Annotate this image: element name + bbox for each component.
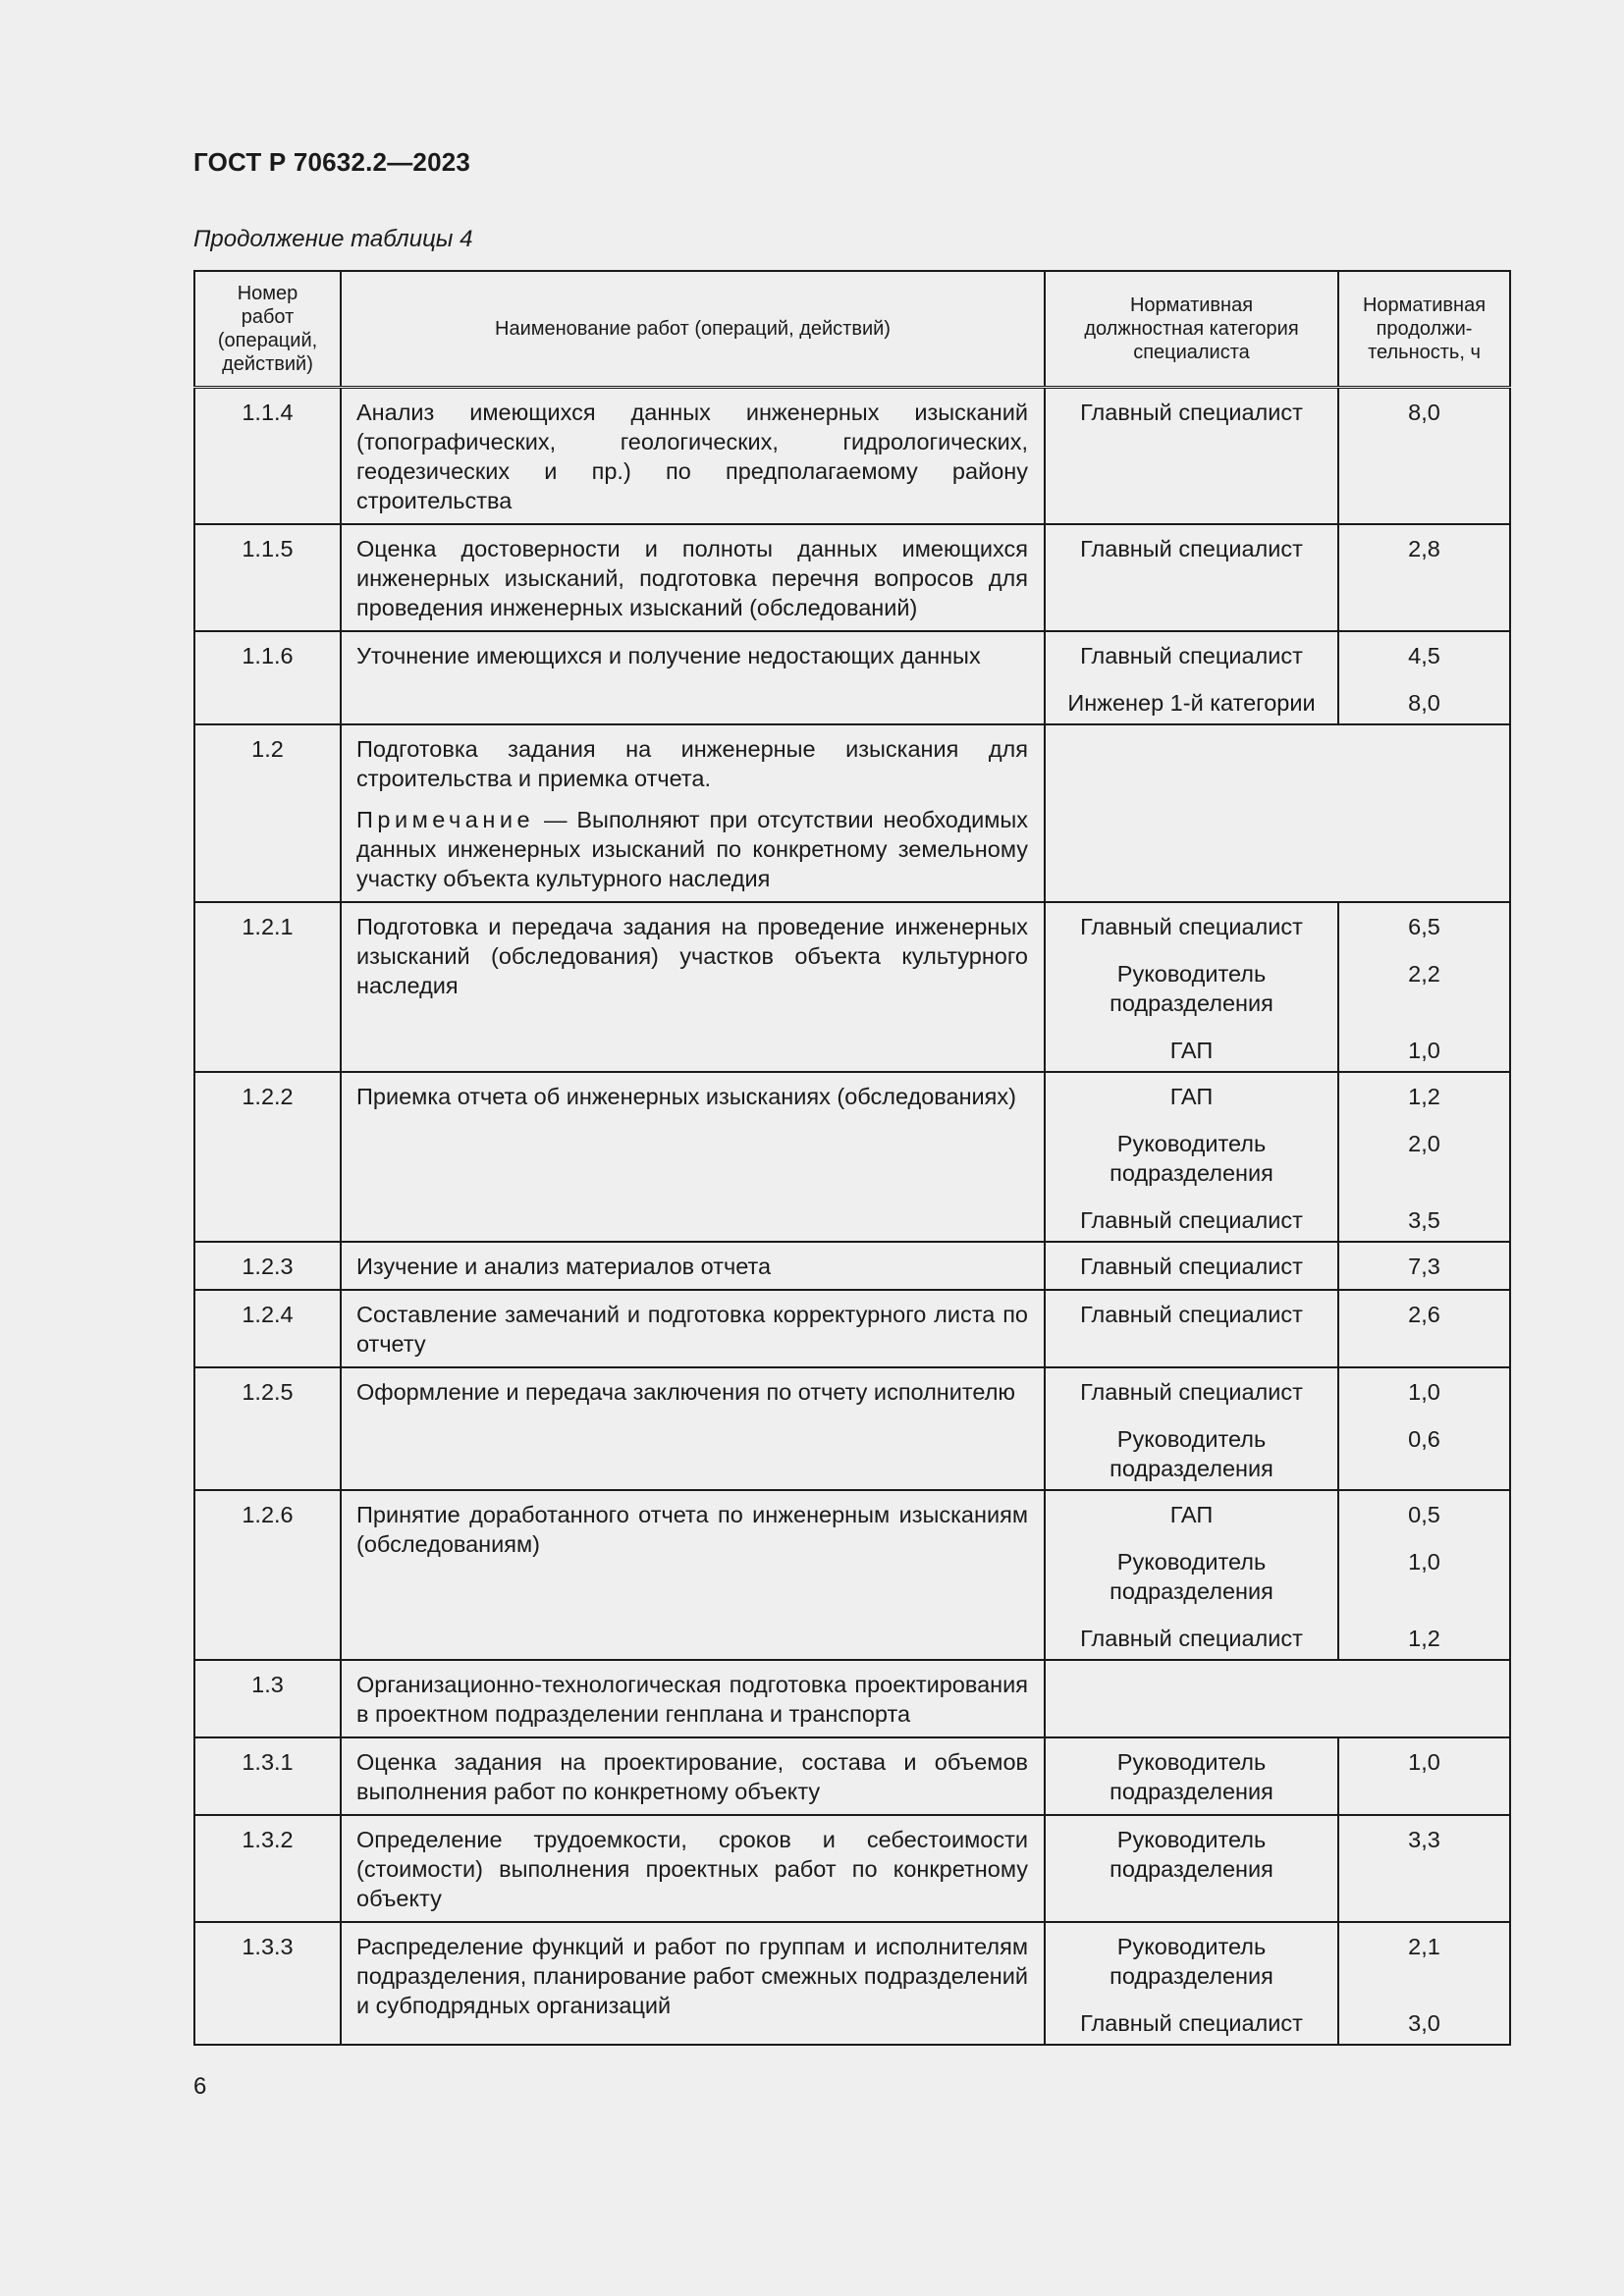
duration-hours — [1338, 1367, 1510, 1490]
note-text: — Выполняют при отсутствии необходимых данных инженерных изысканий по конкретному земельному участку объекта культурного наследия — [356, 807, 1028, 891]
header-line: Нормативная — [1362, 294, 1487, 316]
table-row — [194, 1242, 1510, 1290]
work-name — [341, 388, 1045, 525]
empty-norm-cell — [1045, 1660, 1510, 1737]
category-line: Руководитель подразделения — [1110, 1426, 1273, 1481]
work-name-text: Подготовка и передача задания на проведение инженерных изысканий (обследования) участков объекта культурного наследия — [356, 914, 1028, 998]
duration-line: 2,6 — [1408, 1302, 1440, 1327]
header-line: (операций, — [217, 330, 318, 351]
category-line: ГАП — [1169, 1084, 1214, 1109]
work-number: 1.2.2 — [194, 1072, 341, 1242]
duration-line: 3,3 — [1408, 1827, 1440, 1852]
duration-line: 1,2 — [1408, 1626, 1440, 1651]
work-name-text: Распределение функций и работ по группам и исполнителям подразделения, планирование работ смежных подразделений и субподрядных организаций — [356, 1934, 1028, 2018]
category-line: ГАП — [1169, 1038, 1214, 1063]
empty-norm-cell — [1045, 724, 1510, 902]
specialist-category — [1045, 388, 1338, 525]
header-line: должностная категория — [1084, 318, 1299, 340]
header-specialist-category — [1045, 271, 1338, 388]
header-duration — [1338, 271, 1510, 388]
work-name-text: Оформление и передача заключения по отчету исполнителю — [356, 1379, 1016, 1405]
category-line: Главный специалист — [1080, 1379, 1303, 1405]
category-line: Руководитель подразделения — [1110, 1549, 1273, 1604]
duration-hours — [1338, 524, 1510, 631]
page-number: 6 — [193, 2073, 207, 2100]
work-name-text: Изучение и анализ материалов отчета — [356, 1254, 772, 1279]
work-name — [341, 1290, 1045, 1367]
duration-line: 2,2 — [1408, 961, 1440, 987]
work-name-text: Определение трудоемкости, сроков и себестоимости (стоимости) выполнения проектных работ по конкретному объекту — [356, 1827, 1028, 1911]
specialist-category — [1045, 1367, 1338, 1490]
specialist-category — [1045, 1737, 1338, 1815]
category-line: Главный специалист — [1080, 536, 1303, 561]
duration-line: 1,0 — [1408, 1749, 1440, 1775]
duration-hours — [1338, 1490, 1510, 1660]
header-line: Нормативная — [1129, 294, 1254, 316]
table-row — [194, 1367, 1510, 1490]
table-header-row — [194, 271, 1510, 388]
work-name — [341, 631, 1045, 724]
work-name — [341, 724, 1045, 902]
duration-hours — [1338, 1242, 1510, 1290]
table-row — [194, 388, 1510, 525]
table-row — [194, 524, 1510, 631]
work-number: 1.3.2 — [194, 1815, 341, 1922]
duration-line: 1,0 — [1408, 1379, 1440, 1405]
work-name-text: Оценка достоверности и полноты данных имеющихся инженерных изысканий, подготовка перечня вопросов для проведения инженерных изысканий (обследований) — [356, 536, 1028, 620]
category-line: Руководитель подразделения — [1110, 961, 1273, 1016]
specialist-category — [1045, 1815, 1338, 1922]
category-line: Главный специалист — [1080, 1302, 1303, 1327]
work-name — [341, 1490, 1045, 1660]
work-number: 1.2.1 — [194, 902, 341, 1072]
header-line: специалиста — [1133, 342, 1250, 363]
duration-hours — [1338, 1815, 1510, 1922]
category-line: Руководитель подразделения — [1110, 1827, 1273, 1882]
duration-line: 8,0 — [1408, 690, 1440, 716]
work-name — [341, 1660, 1045, 1737]
duration-hours — [1338, 631, 1510, 724]
duration-hours — [1338, 902, 1510, 1072]
specialist-category — [1045, 902, 1338, 1072]
duration-line: 1,0 — [1408, 1549, 1440, 1575]
duration-hours — [1338, 1737, 1510, 1815]
work-number: 1.1.5 — [194, 524, 341, 631]
table-row — [194, 902, 1510, 1072]
header-work-number — [194, 271, 341, 388]
table-body — [194, 388, 1510, 2046]
table-row — [194, 1490, 1510, 1660]
duration-line: 8,0 — [1408, 400, 1440, 425]
work-number: 1.2.5 — [194, 1367, 341, 1490]
duration-line: 1,2 — [1408, 1084, 1440, 1109]
work-name — [341, 524, 1045, 631]
duration-line: 0,6 — [1408, 1426, 1440, 1452]
work-number: 1.2.6 — [194, 1490, 341, 1660]
duration-line: 0,5 — [1408, 1502, 1440, 1527]
work-name-text: Анализ имеющихся данных инженерных изысканий (топографических, геологических, гидрологических, геодезических и пр.) по предполагаемому району строительства — [356, 400, 1028, 513]
table-row — [194, 1737, 1510, 1815]
category-line: Главный специалист — [1080, 1254, 1303, 1279]
category-line: Главный специалист — [1080, 2010, 1303, 2036]
duration-hours — [1338, 1072, 1510, 1242]
work-name-text: Составление замечаний и подготовка корректурного листа по отчету — [356, 1302, 1028, 1357]
work-name-text: Организационно-технологическая подготовка проектирования в проектном подразделении генплана и транспорта — [356, 1672, 1028, 1727]
work-name — [341, 1922, 1045, 2045]
header-line: Номер — [237, 283, 298, 304]
table-row — [194, 1815, 1510, 1922]
duration-hours — [1338, 1290, 1510, 1367]
duration-line: 4,5 — [1408, 643, 1440, 668]
category-line: Главный специалист — [1080, 1626, 1303, 1651]
work-name — [341, 1815, 1045, 1922]
work-number: 1.3.1 — [194, 1737, 341, 1815]
work-name-text: Принятие доработанного отчета по инженерным изысканиям (обследованиям) — [356, 1502, 1028, 1557]
specialist-category — [1045, 631, 1338, 724]
specialist-category — [1045, 1490, 1338, 1660]
duration-line: 2,8 — [1408, 536, 1440, 561]
note-label: Примечание — [356, 807, 535, 832]
category-line: ГАП — [1169, 1502, 1214, 1527]
duration-line: 1,0 — [1408, 1038, 1440, 1063]
table-row — [194, 1290, 1510, 1367]
category-line: Инженер 1-й категории — [1067, 690, 1316, 716]
specialist-category — [1045, 1290, 1338, 1367]
work-name-text: Оценка задания на проектирование, состава и объемов выполнения работ по конкретному объекту — [356, 1749, 1028, 1804]
category-line: Руководитель подразделения — [1110, 1934, 1273, 1989]
work-number: 1.1.6 — [194, 631, 341, 724]
duration-line: 7,3 — [1408, 1254, 1440, 1279]
duration-hours — [1338, 388, 1510, 525]
category-line: Главный специалист — [1080, 643, 1303, 668]
work-number: 1.3.3 — [194, 1922, 341, 2045]
work-name-text: Подготовка задания на инженерные изыскания для строительства и приемка отчета. — [356, 736, 1028, 791]
work-name — [341, 1072, 1045, 1242]
work-name-text: Уточнение имеющихся и получение недостающих данных — [356, 643, 981, 668]
duration-line: 3,0 — [1408, 2010, 1440, 2036]
specialist-category — [1045, 1242, 1338, 1290]
work-name — [341, 1737, 1045, 1815]
duration-line: 2,1 — [1408, 1934, 1440, 1959]
header-line: работ — [241, 306, 295, 328]
table-row — [194, 1660, 1510, 1737]
duration-hours — [1338, 1922, 1510, 2045]
specialist-category — [1045, 524, 1338, 631]
table-row — [194, 1072, 1510, 1242]
category-line: Главный специалист — [1080, 1207, 1303, 1233]
header-line: Наименование работ (операций, действий) — [495, 318, 891, 340]
work-number: 1.1.4 — [194, 388, 341, 525]
duration-line: 3,5 — [1408, 1207, 1440, 1233]
work-number: 1.3 — [194, 1660, 341, 1737]
header-line: действий) — [222, 353, 313, 375]
table-row — [194, 631, 1510, 724]
document-code: ГОСТ Р 70632.2—2023 — [193, 147, 471, 177]
duration-line: 6,5 — [1408, 914, 1440, 939]
work-name-text: Приемка отчета об инженерных изысканиях (обследованиях) — [356, 1084, 1016, 1109]
table-row — [194, 1922, 1510, 2045]
table-row — [194, 724, 1510, 902]
work-name — [341, 1242, 1045, 1290]
category-line: Руководитель подразделения — [1110, 1749, 1273, 1804]
work-norms-table — [193, 270, 1511, 2046]
category-line: Руководитель подразделения — [1110, 1131, 1273, 1186]
specialist-category — [1045, 1072, 1338, 1242]
category-line: Главный специалист — [1080, 914, 1303, 939]
header-line: тельность, ч — [1368, 342, 1481, 363]
specialist-category — [1045, 1922, 1338, 2045]
header-work-name — [341, 271, 1045, 388]
duration-line: 2,0 — [1408, 1131, 1440, 1156]
work-number: 1.2 — [194, 724, 341, 902]
work-note — [356, 805, 1028, 893]
table-caption: Продолжение таблицы 4 — [193, 226, 473, 252]
work-number: 1.2.4 — [194, 1290, 341, 1367]
category-line: Главный специалист — [1080, 400, 1303, 425]
work-name — [341, 902, 1045, 1072]
work-number: 1.2.3 — [194, 1242, 341, 1290]
header-line: продолжи- — [1376, 318, 1473, 340]
work-name — [341, 1367, 1045, 1490]
